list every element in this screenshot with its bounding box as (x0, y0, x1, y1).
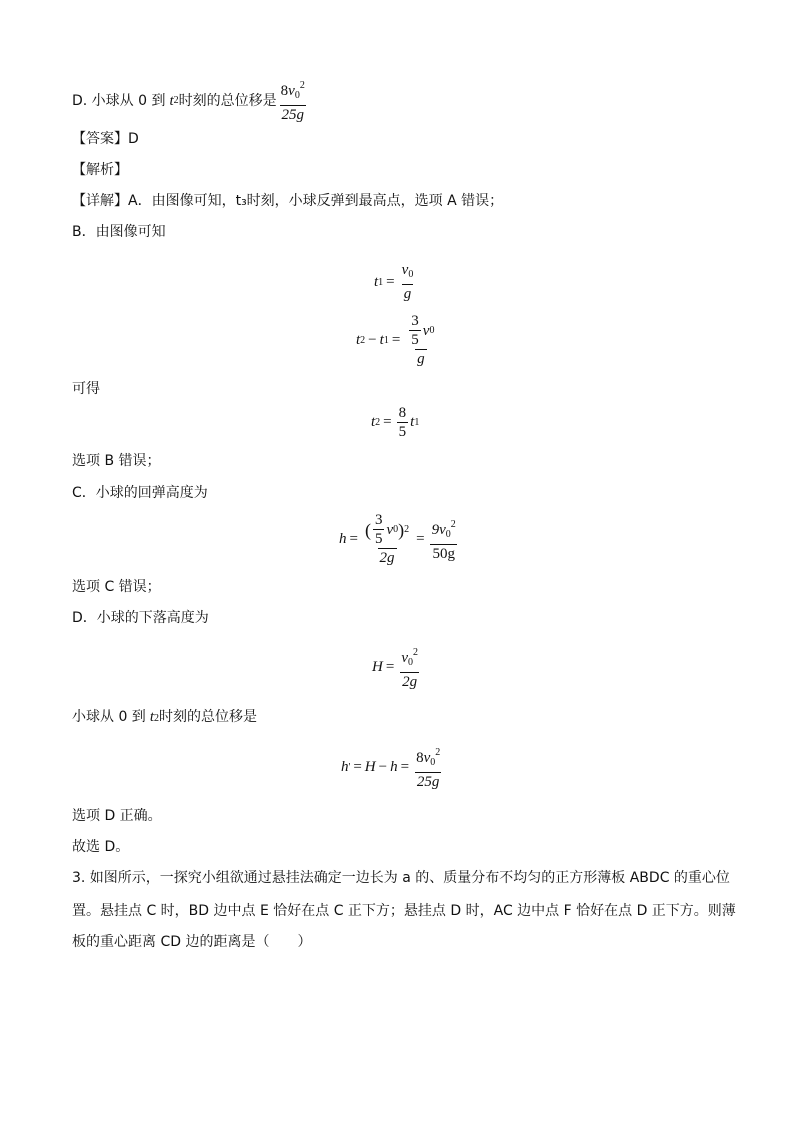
eq2-inner-den: 5 (411, 332, 419, 348)
eq4-v: v (386, 521, 394, 538)
eq2-fraction (405, 313, 436, 367)
disp-t-sub: 2 (153, 713, 159, 724)
eq2-inner-fraction (409, 313, 421, 348)
eq6-sq: 2 (435, 747, 441, 758)
eq3-fraction (397, 405, 409, 440)
equation-t2-minus-t1 (356, 313, 438, 367)
eq4-inner-num: 3 (374, 512, 383, 528)
question-3-line-2: 置。悬挂点 C 时，BD 边中点 E 恰好在点 C 正下方；悬挂点 D 时，AC 边中点 F 恰好在点 D 正下方。则薄 (72, 903, 736, 919)
eq5-fraction (399, 645, 420, 690)
eq6-v: v (423, 750, 431, 766)
ke-de: 可得 (72, 381, 100, 397)
eq4-fraction-1 (363, 512, 411, 566)
eq5-equals: = (385, 659, 395, 675)
eq3-lhs-sub: 2 (375, 417, 381, 428)
option-d (72, 78, 309, 123)
eq3-equals: = (383, 414, 392, 430)
eq4-equals-2: = (416, 530, 425, 547)
eq1-num-sub: 0 (408, 269, 414, 280)
option-d-mid: 时刻的总位移是 (178, 92, 277, 109)
eq1-num: v (401, 262, 409, 278)
eq4-num2-sup: 2 (450, 518, 456, 530)
eq5-den: 2g (402, 674, 418, 690)
eq6-H: H (364, 759, 376, 775)
eq1-fraction (400, 262, 416, 302)
d-right: 选项 D 正确。 (72, 808, 162, 824)
eq2-equals: = (391, 331, 401, 348)
option-d-t: t (169, 92, 174, 109)
eq3-num: 8 (398, 405, 407, 421)
option-d-fraction (279, 78, 307, 123)
question-3-line-1: 3. 如图所示，一探究小组欲通过悬挂法确定一边长为 a 的、质量分布不均匀的正方形薄板 ABDC 的重心位 (72, 870, 730, 886)
eq4-rparen: ) (398, 519, 405, 540)
eq2-lhs-b: t (379, 331, 384, 348)
option-d-sq: 2 (299, 80, 305, 91)
eq1-equals: = (386, 273, 395, 290)
analysis-line: 【解析】 (72, 162, 128, 178)
eq4-den1: 2g (379, 550, 395, 566)
eq2-den: g (417, 351, 425, 367)
disp-suffix: 时刻的总位移是 (158, 709, 257, 725)
detail-b: B．由图像可知 (72, 224, 166, 240)
b-wrong: 选项 B 错误； (72, 453, 161, 469)
c-wrong: 选项 C 错误； (72, 579, 161, 595)
displacement-line (72, 709, 257, 727)
eq5-v: v (401, 650, 408, 666)
eq6-equals-2: = (400, 759, 410, 775)
eq1-lhs-sub: 1 (378, 276, 384, 288)
eq4-equals: = (349, 530, 358, 547)
conclusion: 故选 D。 (72, 839, 130, 855)
eq3-lhs: t (371, 414, 376, 430)
eq6-fraction (414, 745, 442, 790)
answer-line: 【答案】D (72, 131, 139, 147)
eq5-sq: 2 (412, 647, 418, 658)
eq2-lhs-a-sub: 2 (360, 334, 366, 346)
disp-prefix: 小球从 0 到 (72, 709, 146, 725)
equation-h (339, 512, 460, 566)
option-d-v: v (288, 83, 295, 99)
option-d-prefix: D. 小球从 0 到 (72, 92, 166, 109)
option-d-v-sub: 0 (294, 90, 300, 101)
eq3-rhs-sub: 1 (414, 417, 420, 428)
eq1-den: g (403, 286, 412, 302)
equation-h-prime (341, 745, 444, 790)
eq4-inner-den: 5 (374, 531, 383, 547)
detail-a: 【详解】A．由图像可知，t₃时刻，小球反弹到最高点，选项 A 错误； (72, 193, 504, 209)
eq4-inner-fraction (373, 512, 385, 547)
c-intro: C．小球的回弹高度为 (72, 485, 208, 501)
equation-H (372, 645, 422, 690)
eq6-lhs: h (341, 759, 349, 775)
eq2-lhs-b-sub: 1 (383, 334, 389, 346)
option-d-den: 25g (281, 107, 304, 123)
eq2-inner-num: 3 (411, 313, 419, 329)
eq5-lhs: H (372, 659, 383, 675)
eq2-lhs-a: t (356, 331, 361, 348)
eq3-den: 5 (398, 424, 407, 440)
equation-t2 (371, 405, 419, 440)
eq6-equals: = (353, 759, 362, 775)
eq1-lhs: t (374, 273, 379, 290)
eq6-minus: − (378, 759, 388, 775)
eq3-rhs: t (410, 414, 415, 430)
eq4-fraction-2 (430, 517, 458, 562)
eq4-v-sub: 0 (393, 523, 399, 535)
eq5-v-sub: 0 (407, 657, 413, 668)
eq4-lparen: ( (364, 519, 371, 540)
option-d-coef: 8 (280, 83, 289, 99)
question-3-line-3: 板的重心距离 CD 边的距离是（ ） (72, 934, 312, 950)
eq6-coef: 8 (416, 750, 424, 766)
eq4-num2: 9v (431, 521, 446, 538)
eq4-num2-sub: 0 (445, 528, 451, 540)
disp-t: t (149, 709, 154, 725)
eq2-minus: − (368, 331, 377, 348)
equation-t1 (374, 262, 417, 302)
eq2-v: v (422, 322, 430, 339)
d-intro: D．小球的下落高度为 (72, 610, 209, 626)
eq6-h: h (390, 759, 398, 775)
eq6-prime: ' (348, 762, 351, 773)
eq6-den: 25g (416, 774, 440, 790)
eq4-sq: 2 (404, 523, 410, 535)
eq4-den2: 50g (432, 545, 455, 562)
eq2-v-sub: 0 (429, 324, 435, 336)
eq6-v-sub: 0 (430, 757, 436, 768)
eq4-lhs: h (339, 530, 347, 547)
option-d-t-sub: 2 (173, 94, 179, 106)
